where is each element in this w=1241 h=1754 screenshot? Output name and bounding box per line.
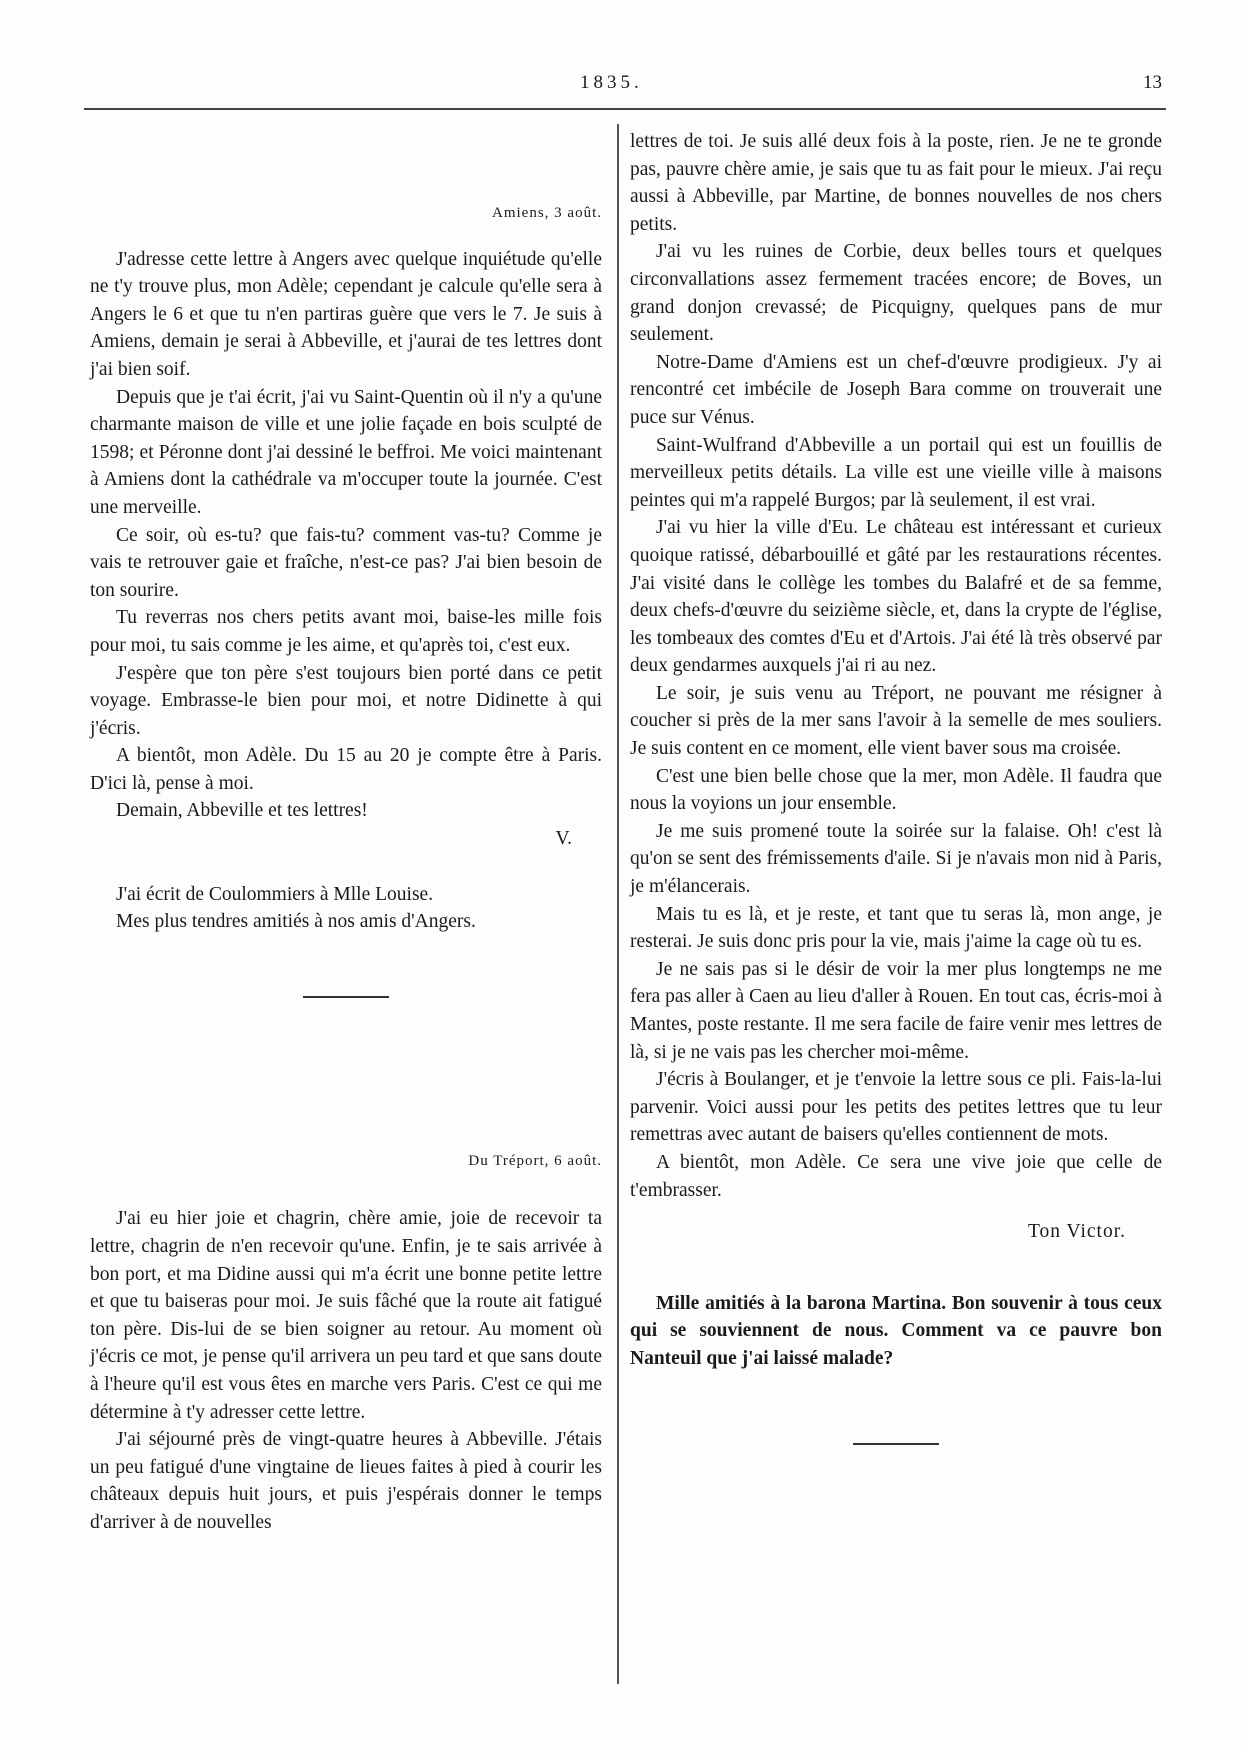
end-separator (853, 1443, 939, 1445)
letter2-paragraph: Saint-Wulfrand d'Abbeville a un portail qui est un fouillis de merveilleux petits détails. La ville est une vieille ville à maisons peintes qui m'a rappelé Burgos; par là seulement, il est vrai. (630, 434, 1162, 511)
letter1-paragraph: J'adresse cette lettre à Angers avec quelque inquiétude qu'elle ne t'y trouve plus, mon Adèle; cependant je calcule qu'elle sera à Angers le 6 et que tu n'en partiras guère que vers le 7. Je suis à Amiens, demain je serai à Abbeville, et j'aurai de tes lettres dont j'ai bien soif. (90, 248, 602, 380)
letter2-paragraph: Je me suis promené toute la soirée sur la falaise. Oh! c'est là qu'on se sent des frémissements d'aile. Si je n'avais mon nid à Paris, je m'élancerais. (630, 820, 1162, 898)
letter1-paragraph: Tu reverras nos chers petits avant moi, baise-les mille fois pour moi, tu sais comme je les aime, et qu'après toi, c'est eux. (90, 607, 602, 656)
page-header (80, 60, 1170, 100)
column-divider (617, 124, 619, 1684)
letter1-paragraph: A bientôt, mon Adèle. Du 15 au 20 je compte être à Paris. D'ici là, pense à moi. (90, 745, 602, 794)
letter2-postscript: Mille amitiés à la barona Martina. Bon souvenir à tous ceux qui se souviennent de nous. Comment va ce pauvre bon Nanteuil que j'ai laissé malade? (630, 1292, 1162, 1369)
letter2-paragraph: lettres de toi. Je suis allé deux fois à la poste, rien. Je ne te gronde pas, pauvre chère amie, je sais que tu as fait pour le mieux. J'ai reçu aussi à Abbeville, par Martine, de bonnes nouvelles de nos chers petits. (630, 131, 1162, 235)
letter1-postscript-line: J'ai écrit de Coulommiers à Mlle Louise. (116, 883, 434, 905)
letter2-paragraph: Mais tu es là, et je reste, et tant que tu seras là, mon ange, je resterai. Je suis donc pris pour la vie, mais j'aime la cage où tu es. (630, 903, 1162, 953)
letter2-paragraph: J'ai eu hier joie et chagrin, chère amie, joie de recevoir ta lettre, chagrin de n'en recevoir qu'une. Enfin, je te sais arrivée à bon port, et ma Didine aussi qui m'a écrit une bonne petite lettre et que tu baiseras pour moi. Je suis fâché que la route ait fatigué ton père. Dis-lui de se bien soigner au retour. Au moment où j'écris ce mot, je pense qu'il arrivera un peu tard et que sans doute à l'heure qu'il est vous êtes en marche vers Paris. C'est ce qui me détermine à t'y adresser cette lettre. (90, 1208, 602, 1423)
letter1-dateline: Amiens, 3 août. (492, 205, 602, 221)
year-heading: 1835. (580, 72, 643, 93)
letter2-paragraph: J'ai vu les ruines de Corbie, deux belles tours et quelques circonvallations assez fermement tracées encore; de Boves, un grand donjon crevassé; de Picquigny, quelques pans de mur seulement. (630, 241, 1162, 346)
left-column (90, 128, 602, 1537)
letter2-paragraph: Le soir, je suis venu au Tréport, ne pouvant me résigner à coucher si près de la mer sans l'avoir à la semelle de mes souliers. Je suis content en ce moment, elle vient baver sous ma croisée. (630, 682, 1162, 760)
letter1-paragraph: Demain, Abbeville et tes lettres! (116, 800, 368, 822)
letter1-paragraph: J'espère que ton père s'est toujours bien porté dans ce petit voyage. Embrasse-le bien pour moi, et notre Didinette à qui j'écris. (90, 662, 602, 739)
header-rule (84, 108, 1166, 110)
right-column (630, 128, 1162, 1445)
letter2-paragraph: J'ai séjourné près de vingt-quatre heures à Abbeville. J'étais un peu fatigué d'une vingtaine de lieues faites à pied à courir les châteaux depuis huit jours, et puis j'espérais donner le temps d'arriver à de nouvelles (90, 1429, 602, 1533)
letter1-paragraph: Ce soir, où es-tu? que fais-tu? comment vas-tu? Comme je vais te retrouver gaie et fraîche, n'est-ce pas? J'ai bien besoin de ton sourire. (90, 524, 602, 601)
letter1-paragraph: Depuis que je t'ai écrit, j'ai vu Saint-Quentin où il n'y a qu'une charmante maison de ville et une jolie façade en bois sculpté de 1598; et Péronne dont j'ai dessiné le beffroi. Me voici maintenant à Amiens dont la cathédrale va m'occuper toute la journée. C'est une merveille. (90, 386, 602, 518)
page-number: 13 (1143, 72, 1162, 93)
letter2-signature: Ton Victor. (1027, 1221, 1126, 1243)
letter2-dateline: Du Tréport, 6 août. (468, 1152, 602, 1169)
letter2-paragraph: Je ne sais pas si le désir de voir la mer plus longtemps ne me fera pas aller à Caen au lieu d'aller à Rouen. En tout cas, écris-moi à Mantes, poste restante. Il me sera facile de faire venir mes lettres de là, si je ne vais pas les chercher moi-même. (630, 958, 1162, 1063)
letter2-paragraph: A bientôt, mon Adèle. Ce sera une vive joie que celle de t'embrasser. (630, 1151, 1162, 1201)
letter1-postscript-line: Mes plus tendres amitiés à nos amis d'Angers. (116, 911, 476, 933)
letter2-paragraph: Notre-Dame d'Amiens est un chef-d'œuvre prodigieux. J'y ai rencontré cet imbécile de Joseph Bara comme on trouverait une puce sur Vénus. (630, 351, 1162, 428)
letter2-paragraph: J'écris à Boulanger, et je t'envoie la lettre sous ce pli. Fais-la-lui parvenir. Voici aussi pour les petits des petites lettres que tu leur remettras avec autant de baisers qu'elles contiennent de mots. (630, 1069, 1162, 1146)
letter1-initial: V. (555, 828, 572, 850)
letter2-paragraph: J'ai vu hier la ville d'Eu. Le château est intéressant et curieux quoique ratissé, débarbouillé et gâté par les restaurations récentes. J'ai visité dans le collège les tombes du Balafré et de sa femme, deux chefs-d'œuvre du seizième siècle, et, dans la crypte de l'église, les tombeaux des comtes d'Eu et d'Artois. J'ai été là très observé par deux gendarmes auxquels j'ai ri au nez. (630, 517, 1162, 677)
letter2-paragraph: C'est une bien belle chose que la mer, mon Adèle. Il faudra que nous la voyions un jour ensemble. (630, 765, 1162, 815)
